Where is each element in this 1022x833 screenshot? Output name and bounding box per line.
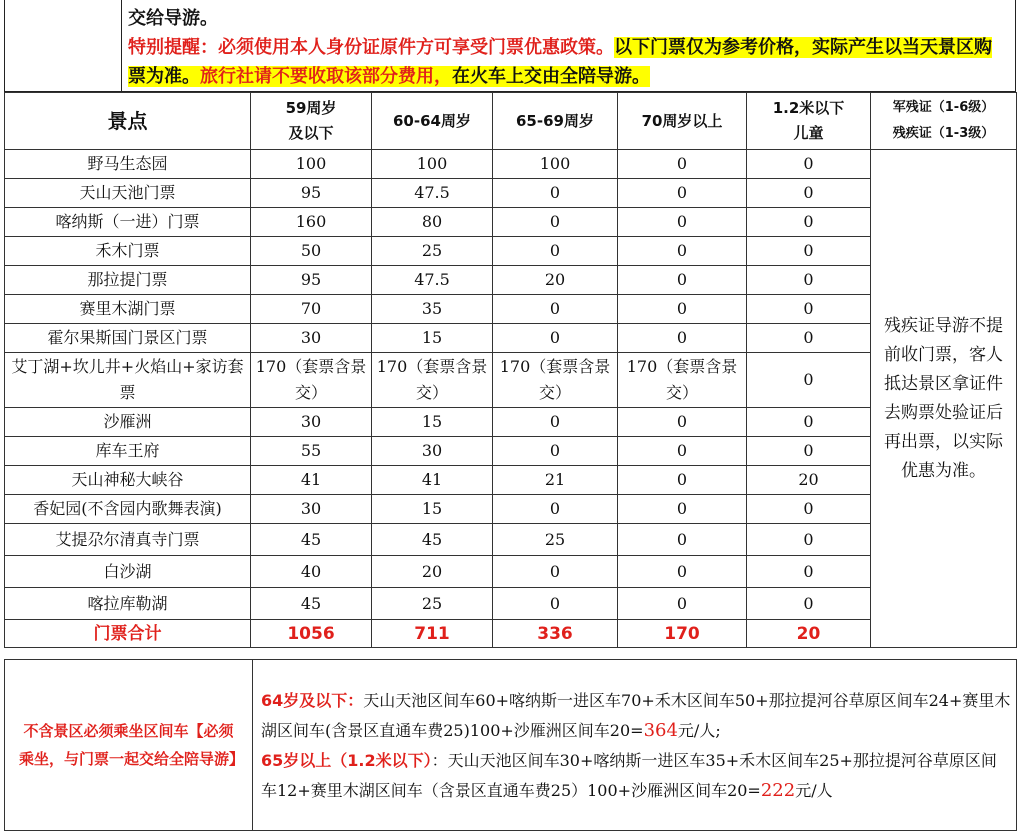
table-row <box>5 324 1017 353</box>
spot-name: 库车王府 <box>5 437 251 466</box>
price-cell: 0 <box>493 237 618 266</box>
price-cell: 0 <box>747 495 871 524</box>
table-row <box>5 266 1017 295</box>
table-row <box>5 466 1017 495</box>
price-cell: 100 <box>493 150 618 179</box>
price-cell: 70 <box>251 295 372 324</box>
price-cell: 20 <box>747 466 871 495</box>
col-header-age-60-64: 60-64周岁 <box>372 93 493 150</box>
price-cell: 25 <box>493 524 618 556</box>
price-cell: 170（套票含景交） <box>372 353 493 408</box>
table-row <box>5 524 1017 556</box>
price-cell: 0 <box>747 437 871 466</box>
spot-name: 喀纳斯（一进）门票 <box>5 208 251 237</box>
price-cell: 170（套票含景交） <box>251 353 372 408</box>
price-cell: 0 <box>618 466 747 495</box>
price-cell: 0 <box>618 150 747 179</box>
col-header-disability: 军残证（1-6级） 残疾证（1-3级） <box>871 93 1017 150</box>
price-cell: 0 <box>618 556 747 588</box>
price-cell: 0 <box>747 208 871 237</box>
shuttle-note: 不含景区必须乘坐区间车【必须乘坐，与门票一起交给全陪导游】 <box>5 660 253 831</box>
price-cell: 0 <box>747 237 871 266</box>
price-cell: 0 <box>493 324 618 353</box>
price-cell: 0 <box>618 495 747 524</box>
shuttle-under-64: 64岁及以下：天山天池区间车60+喀纳斯一进区车70+禾木区间车50+那拉提河谷草原区间车24+赛里木湖区间车(含景区直通车费25)100+沙雁洲区间车20=364元/人; <box>261 691 1011 741</box>
spot-name: 白沙湖 <box>5 556 251 588</box>
disability-note: 残疾证导游不提前收门票，客人抵达景区拿证件去购票处验证后再出票，以实际优惠为准。 <box>871 150 1017 648</box>
price-notice: 以下门票仅为参考价格，实际产生以当天景区购票为准。 <box>128 37 992 87</box>
price-cell: 47.5 <box>372 266 493 295</box>
table-row <box>5 437 1017 466</box>
price-cell: 0 <box>493 295 618 324</box>
price-cell: 45 <box>372 524 493 556</box>
price-cell: 0 <box>747 179 871 208</box>
price-cell: 0 <box>618 179 747 208</box>
table-row <box>5 588 1017 620</box>
spot-name: 天山神秘大峡谷 <box>5 466 251 495</box>
table-row <box>5 295 1017 324</box>
price-cell: 0 <box>493 408 618 437</box>
price-cell: 15 <box>372 324 493 353</box>
price-cell: 35 <box>372 295 493 324</box>
handover-notice: 在火车上交由全陪导游。 <box>452 66 650 87</box>
price-cell: 0 <box>493 179 618 208</box>
spot-name: 艾丁湖+坎儿井+火焰山+家访套票 <box>5 353 251 408</box>
spot-name: 赛里木湖门票 <box>5 295 251 324</box>
price-cell: 25 <box>372 588 493 620</box>
shuttle-details <box>253 660 1017 831</box>
spot-name: 霍尔果斯国门景区门票 <box>5 324 251 353</box>
price-cell: 21 <box>493 466 618 495</box>
spot-name: 那拉提门票 <box>5 266 251 295</box>
price-cell: 0 <box>618 266 747 295</box>
price-cell: 0 <box>618 524 747 556</box>
price-cell: 0 <box>747 353 871 408</box>
price-cell: 15 <box>372 408 493 437</box>
table-row <box>5 495 1017 524</box>
price-cell: 0 <box>493 588 618 620</box>
price-cell: 55 <box>251 437 372 466</box>
spot-name: 艾提尕尔清真寺门票 <box>5 524 251 556</box>
price-cell: 0 <box>747 556 871 588</box>
price-cell: 0 <box>618 408 747 437</box>
table-row <box>5 556 1017 588</box>
price-cell: 30 <box>251 495 372 524</box>
price-cell: 30 <box>251 408 372 437</box>
col-header-age-59: 59周岁 及以下 <box>251 93 372 150</box>
spot-name: 沙雁洲 <box>5 408 251 437</box>
col-header-spot: 景点 <box>5 93 251 150</box>
notice-line2 <box>128 33 1008 91</box>
price-cell: 0 <box>747 588 871 620</box>
price-cell: 95 <box>251 179 372 208</box>
price-cell: 41 <box>372 466 493 495</box>
total-value: 1056 <box>251 620 372 648</box>
price-cell: 170（套票含景交） <box>618 353 747 408</box>
price-cell: 30 <box>251 324 372 353</box>
spot-name: 禾木门票 <box>5 237 251 266</box>
price-cell: 0 <box>493 437 618 466</box>
price-cell: 0 <box>747 150 871 179</box>
price-cell: 0 <box>747 266 871 295</box>
notice-line1: 交给导游。 <box>128 8 218 29</box>
spot-name: 喀拉库勒湖 <box>5 588 251 620</box>
agency-warning: 旅行社请不要收取该部分费用， <box>200 66 452 87</box>
spot-name: 天山天池门票 <box>5 179 251 208</box>
table-row <box>5 353 1017 408</box>
price-cell: 100 <box>372 150 493 179</box>
col-header-child: 1.2米以下 儿童 <box>747 93 871 150</box>
price-cell: 170（套票含景交） <box>493 353 618 408</box>
notice-left-cell <box>5 0 122 91</box>
spot-name: 香妃园(不含园内歌舞表演) <box>5 495 251 524</box>
reminder-text: 特别提醒：必须使用本人身份证原件方可享受门票优惠政策。 <box>128 37 614 58</box>
total-value: 711 <box>372 620 493 648</box>
price-cell: 20 <box>493 266 618 295</box>
price-cell: 0 <box>747 324 871 353</box>
price-cell: 80 <box>372 208 493 237</box>
col-header-age-65-69: 65-69周岁 <box>493 93 618 150</box>
spot-name: 野马生态园 <box>5 150 251 179</box>
price-cell: 25 <box>372 237 493 266</box>
price-cell: 45 <box>251 524 372 556</box>
price-cell: 160 <box>251 208 372 237</box>
total-value: 336 <box>493 620 618 648</box>
price-cell: 50 <box>251 237 372 266</box>
table-row <box>5 237 1017 266</box>
price-cell: 0 <box>618 437 747 466</box>
price-cell: 20 <box>372 556 493 588</box>
price-cell: 47.5 <box>372 179 493 208</box>
price-cell: 0 <box>618 588 747 620</box>
price-cell: 0 <box>618 237 747 266</box>
price-cell: 41 <box>251 466 372 495</box>
price-cell: 0 <box>493 495 618 524</box>
price-cell: 30 <box>372 437 493 466</box>
price-cell: 0 <box>618 324 747 353</box>
table-row <box>5 150 1017 179</box>
notice-text <box>128 4 1008 91</box>
price-cell: 45 <box>251 588 372 620</box>
price-cell: 0 <box>747 408 871 437</box>
price-cell: 0 <box>618 208 747 237</box>
price-cell: 0 <box>493 556 618 588</box>
price-cell: 0 <box>747 295 871 324</box>
total-value: 170 <box>618 620 747 648</box>
shuttle-bus-table <box>4 659 1017 831</box>
total-row <box>5 620 1017 648</box>
price-cell: 95 <box>251 266 372 295</box>
table-row <box>5 208 1017 237</box>
price-cell: 40 <box>251 556 372 588</box>
price-cell: 0 <box>618 295 747 324</box>
table-header-row <box>5 93 1017 150</box>
col-header-age-70: 70周岁以上 <box>618 93 747 150</box>
price-cell: 0 <box>747 524 871 556</box>
table-row <box>5 408 1017 437</box>
shuttle-over-65: 65岁以上（1.2米以下）：天山天池区间车30+喀纳斯一进区车35+禾木区间车25+那拉提河谷草原区间车12+赛里木湖区间车（含景区直通车费25）100+沙雁洲区间车20=222元/人 <box>261 751 997 801</box>
price-cell: 15 <box>372 495 493 524</box>
table-row <box>5 179 1017 208</box>
total-label: 门票合计 <box>5 620 251 648</box>
ticket-price-table <box>4 92 1017 648</box>
price-cell: 100 <box>251 150 372 179</box>
price-cell: 0 <box>493 208 618 237</box>
total-value: 20 <box>747 620 871 648</box>
